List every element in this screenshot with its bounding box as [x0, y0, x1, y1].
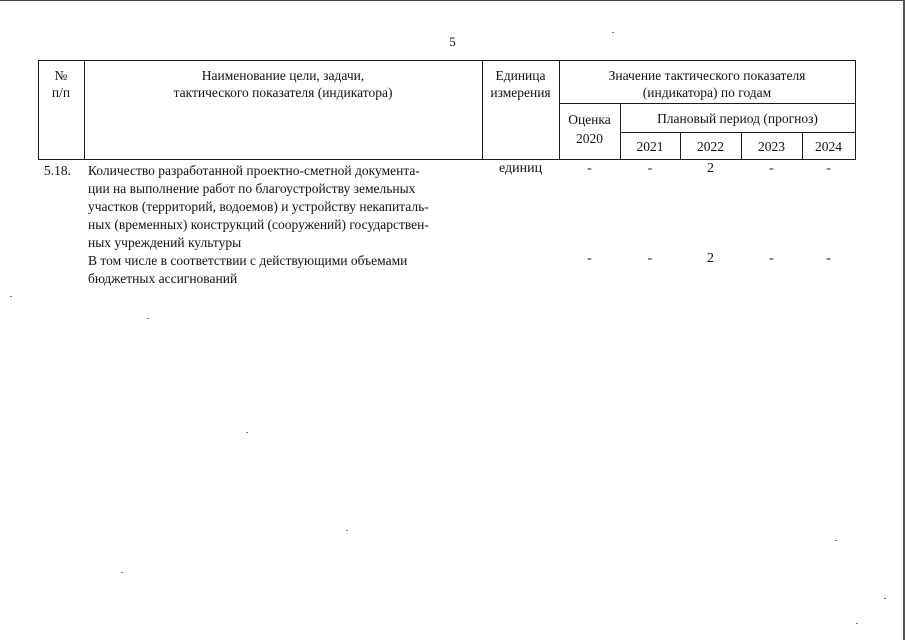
row-name: [88, 252, 480, 288]
header-name-line2: тактического показателя (индикатора): [173, 85, 393, 100]
row-number: 5.18.: [44, 163, 71, 178]
row-value-2022: 2: [707, 251, 714, 266]
row-value-2020: -: [587, 251, 592, 266]
scan-speck: [612, 32, 614, 33]
header-num: [38, 67, 84, 101]
header-estimate-label: Оценка: [568, 112, 611, 127]
scan-top-edge: [0, 0, 905, 1]
row-name-line: ных учреждений культуры: [88, 235, 242, 250]
row-name-line: В том числе в соответствии с действующими объемами: [88, 253, 408, 268]
header-unit-line2: измерения: [490, 85, 551, 100]
header-bottom-border: [38, 159, 855, 160]
header-num-line2: п/п: [51, 85, 71, 100]
header-year-2023: 2023: [758, 139, 785, 154]
header-year-2021: 2021: [636, 139, 664, 154]
row-name-line: ных (временных) конструкций (сооружений) государствен-: [88, 217, 429, 232]
row-value-2024: -: [826, 251, 831, 266]
row-value-2021: -: [647, 161, 653, 176]
row-name: [88, 162, 480, 252]
row-value-2023: -: [769, 251, 774, 266]
row-value-2024: -: [826, 161, 831, 176]
row-name-line: участков (территорий, водоемов) и устройству некапиталь-: [88, 199, 429, 214]
scan-speck: [246, 432, 248, 433]
page-number: 5: [449, 34, 456, 49]
scan-speck: [835, 540, 837, 541]
scan-speck: [884, 598, 886, 599]
header-estimate: [559, 110, 620, 148]
scan-speck: [856, 623, 858, 624]
row-value-2020: -: [587, 161, 592, 176]
row-name-line: Количество разработанной проектно-сметной документа-: [88, 163, 420, 178]
header-name: [84, 67, 482, 101]
col-border-right: [855, 60, 856, 160]
header-values-line1: Значение тактического показателя: [608, 68, 806, 83]
header-divider-plan: [620, 132, 855, 133]
header-num-line1: №: [54, 68, 68, 83]
header-divider-values: [559, 103, 855, 104]
header-values-line2: (индикатора) по годам: [642, 85, 772, 100]
header-name-line1: Наименование цели, задачи,: [201, 68, 365, 83]
header-year-2024: 2024: [815, 139, 842, 154]
row-value-2022: 2: [707, 161, 714, 176]
header-unit-line1: Единица: [495, 68, 546, 83]
header-values: [559, 67, 855, 101]
row-value-2021: -: [647, 251, 653, 266]
header-year-2022: 2022: [697, 139, 724, 154]
scan-speck: [147, 318, 149, 319]
header-estimate-year: 2020: [576, 131, 603, 146]
header-unit: [482, 67, 559, 101]
row-name-line: бюджетных ассигнований: [88, 271, 238, 286]
row-name-line: ции на выполнение работ по благоустройству земельных: [88, 181, 416, 196]
scan-speck: [121, 572, 123, 573]
scan-speck: [346, 530, 348, 531]
row-unit: единиц: [498, 161, 543, 176]
table-top-border: [38, 60, 855, 61]
header-plan-period: Плановый период (прогноз): [657, 111, 818, 126]
row-value-2023: -: [769, 161, 774, 176]
scan-speck: [10, 296, 12, 297]
